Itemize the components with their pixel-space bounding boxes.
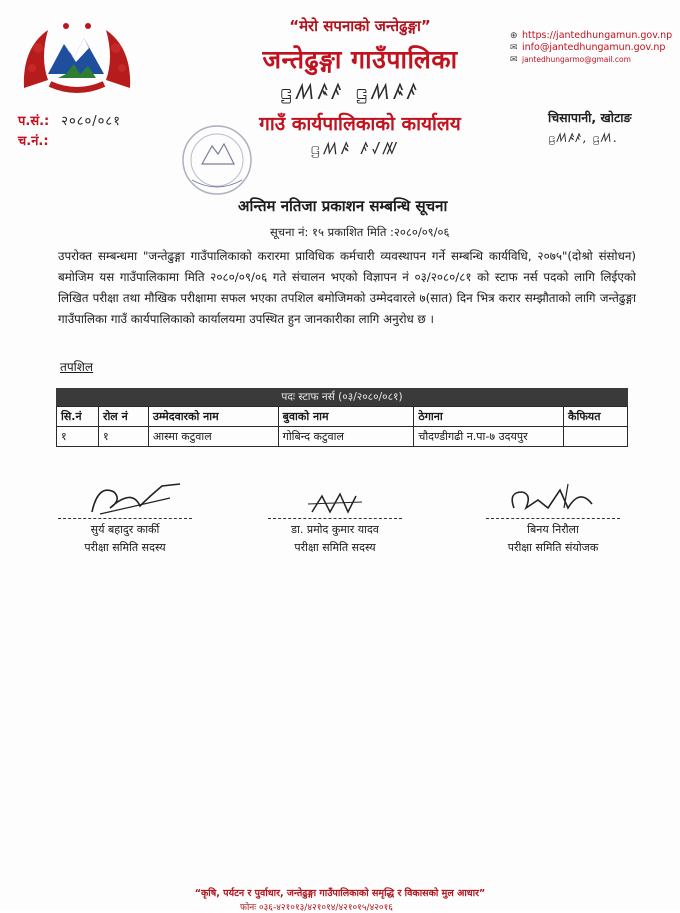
- table-row: [57, 427, 628, 447]
- notice-title: अन्तिम नतिजा प्रकाशन सम्बन्धि सूचना: [238, 197, 448, 215]
- ps-label: प.सं.:: [18, 114, 50, 129]
- table-cell: १: [98, 427, 148, 447]
- reference-block: [18, 112, 121, 152]
- column-header: रोल नं: [98, 407, 148, 427]
- table-cell: १: [57, 427, 99, 447]
- office-name: जन्तेढुङ्गा गाउँपालिका: [262, 45, 458, 74]
- signature-block-1: [40, 478, 210, 557]
- footer-slogan: “कृषि, पर्यटन र पुर्वाधार, जन्तेढुङ्गा गाउँपालिकाको समृद्धि र विकासको मुल आधार”: [194, 888, 486, 899]
- signatory-role: परीक्षा समिति सदस्य: [294, 541, 376, 554]
- globe-icon: ⊕: [510, 31, 518, 41]
- executive-office-script: ꤞꤵꤴ ꤰꤶꤲ: [310, 139, 400, 159]
- cn-label: च.नं.:: [18, 134, 49, 149]
- post-band: पदः स्टाफ नर्स (०३/२०८०/०८१): [56, 388, 628, 406]
- table-cell: चौदण्डीगढी न.पा-७ उदयपुर: [414, 427, 564, 447]
- table-cell: [564, 427, 628, 447]
- signatory-role: परीक्षा समिति सदस्य: [84, 541, 166, 554]
- details-label: तपशिल: [60, 360, 94, 374]
- column-header: ठेगाना: [414, 407, 564, 427]
- column-header: बुवाको नाम: [278, 407, 414, 427]
- column-header: उम्मेदवारको नाम: [148, 407, 278, 427]
- email-primary: info@jantedhungamun.gov.np: [522, 42, 666, 53]
- signatory-name: डा. प्रमोद कुमार यादव: [291, 523, 379, 536]
- signatory-name: सुर्य बहादुर कार्की: [90, 523, 160, 536]
- nepal-emblem-icon: [18, 18, 136, 106]
- email-icon: ✉: [510, 43, 518, 53]
- signature-scribble: [250, 478, 420, 518]
- column-header: सि.नं: [57, 407, 99, 427]
- table-header-row: [57, 407, 628, 427]
- table-cell: आस्मा कटुवाल: [148, 427, 278, 447]
- signature-block-3: [468, 478, 638, 557]
- signatory-role: परीक्षा समिति संयोजक: [507, 541, 599, 554]
- signatory-name: बिनय निरौला: [527, 523, 579, 536]
- address-line: चिसापानी, खोटाङ: [548, 110, 632, 125]
- office-stamp: [178, 120, 256, 204]
- contact-block: [510, 30, 680, 66]
- notice-body: उपरोक्त सम्बन्धमा "जन्तेढुङ्गा गाउँपालिकाको करारमा प्राविधिक कर्मचारी व्यवस्थापन गर्ने सम्बन्धि कार्यविधि, २०७५"(दोश्रो संसोधन) बमोजिम यस गाउँपालिकामा मिति २०८०/०९/०६ गते संचालन भएको विज्ञापन नं ०३/२०८०/८१ को स्टाफ नर्स पदको लागि लिईएको लिखित परीक्षा तथा मौखिक परीक्षामा सफल भएका तपशिल बमोजिमको उम्मेदवारले ७(सात) दिन भित्र करार सम्झौताको लागि जन्तेढुङ्गा गाउँपालिका गाउँ कार्यपालिकाको कार्यालयमा उपस्थित हुन जानकारीका लागि अनुरोध छ ।: [58, 249, 636, 326]
- address-script-line: ꤞꤵꤴꤰ, ꤞꤵ.: [548, 130, 618, 145]
- ps-value: २०८०/०८१: [61, 114, 121, 129]
- footer-phone: फोनः ०३६-४२१०१३/४२१०१४/४२१०१५/४२०१६: [240, 903, 393, 913]
- email-secondary: jantedhungarmo@gmail.com: [522, 55, 631, 64]
- office-name-script: ꤞꤵꤴꤰ ꤞꤵꤴꤰ: [279, 80, 421, 105]
- address-block: [548, 108, 678, 148]
- results-table: [56, 406, 628, 447]
- signature-block-2: [250, 478, 420, 557]
- signature-scribble: [40, 478, 210, 518]
- slogan: “मेरो सपनाको जन्तेढुङ्गा”: [289, 17, 431, 35]
- signature-scribble: [468, 478, 638, 518]
- notice-meta: सूचना नं: १५ प्रकाशित मिति :२०८०/०९/०६: [270, 225, 450, 239]
- email-icon: ✉: [510, 55, 518, 65]
- table-cell: गोबिन्द कटुवाल: [278, 427, 414, 447]
- executive-office-name: गाउँ कार्यपालिकाको कार्यालय: [259, 113, 461, 135]
- website-link: https://jantedhungamun.gov.np: [522, 30, 673, 41]
- column-header: कैफियत: [564, 407, 628, 427]
